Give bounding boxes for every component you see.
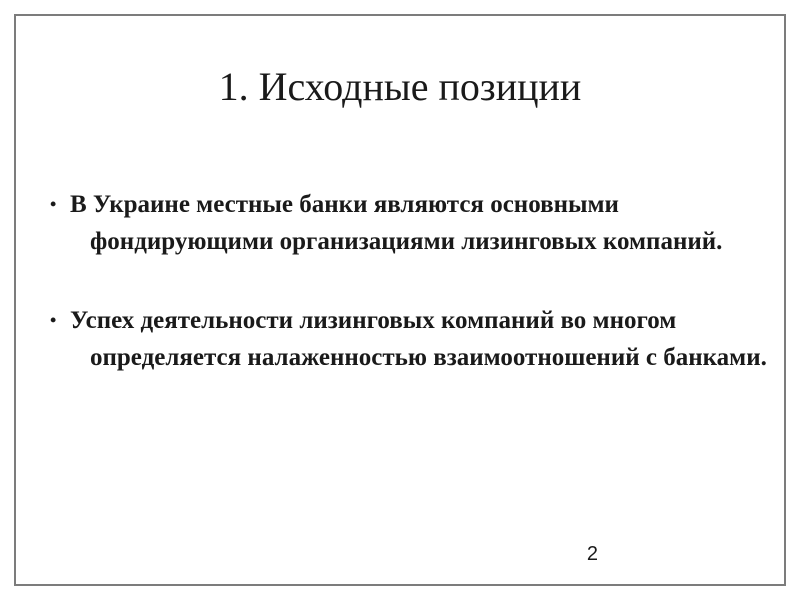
page-number: 2 (586, 543, 598, 565)
bullet-list (50, 186, 770, 418)
bullet-text: Успех деятельности лизинговых компаний во многом определяется налаженностью взаимоотношений с банками. (70, 307, 767, 371)
slide (14, 14, 786, 586)
slide-title: 1. Исходные позиции (218, 64, 582, 109)
bullet-text: В Украине местные банки являются основными фондирующими организациями лизинговых компаний. (70, 191, 723, 255)
bullet-marker: • (50, 310, 57, 330)
bullet-item (50, 186, 770, 260)
bullet-marker: • (50, 194, 57, 214)
bullet-item (50, 302, 770, 376)
